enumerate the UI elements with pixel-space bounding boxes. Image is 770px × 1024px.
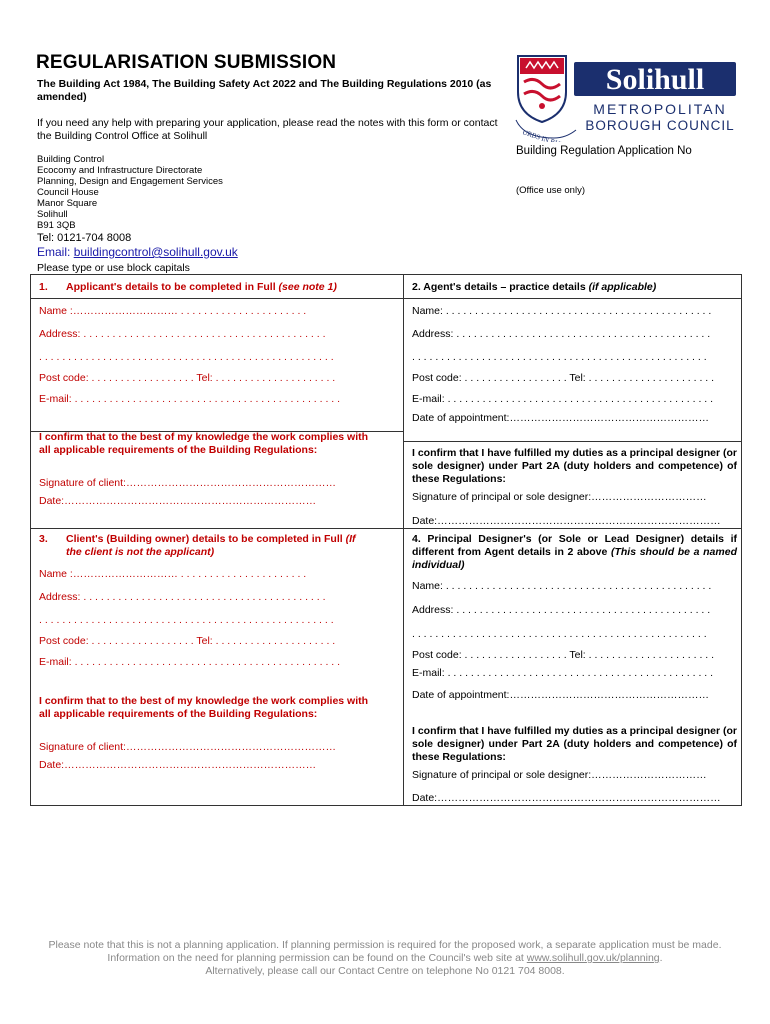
planning-link[interactable]: www.solihull.gov.uk/planning [526, 952, 660, 964]
applicant-confirmation: I confirm that to the best of my knowledge the work complies with all applicable requirements of the Building Regulations: [39, 431, 369, 456]
client-address-field[interactable]: Address: . . . . . . . . . . . . . . . . . . . . . . . . . . . . . . . . . . . . . . . . . . [39, 591, 326, 603]
designer-email-field[interactable]: E-mail: . . . . . . . . . . . . . . . . . . . . . . . . . . . . . . . . . . . . . . . . . . . . . . [412, 667, 714, 679]
applicant-address-line2-field[interactable]: . . . . . . . . . . . . . . . . . . . . . . . . . . . . . . . . . . . . . . . . . . . . . . . . . . . [39, 351, 334, 363]
applicant-signature-field[interactable]: Signature of client:…………………………………………………… [39, 477, 336, 489]
designer-address-field[interactable]: Address: . . . . . . . . . . . . . . . . . . . . . . . . . . . . . . . . . . . . . . . . . . . . [412, 604, 711, 616]
row-divider [403, 441, 741, 442]
designer-name-field[interactable]: Name: . . . . . . . . . . . . . . . . . . . . . . . . . . . . . . . . . . . . . . . . . . . . . . [412, 580, 712, 592]
client-date-field[interactable]: Date:……………………………………………………………… [39, 759, 317, 771]
applicant-date-field[interactable]: Date:……………………………………………………………… [39, 495, 317, 507]
office-telephone: Tel: 0121-704 8008 [37, 232, 132, 244]
designer-appointment-date-field[interactable]: Date of appointment:………………………………………………… [412, 689, 709, 701]
email-link[interactable]: buildingcontrol@solihull.gov.uk [73, 245, 238, 259]
designer-confirmation: I confirm that I have fulfilled my duties as a principal designer (or sole designer) under Part 2A (duty holders and competence) of these Regulations: [412, 725, 737, 763]
client-confirmation: I confirm that to the best of my knowledge the work complies with all applicable requirements of the Building Regulations: [39, 695, 369, 720]
agent-address-field[interactable]: Address: . . . . . . . . . . . . . . . . . . . . . . . . . . . . . . . . . . . . . . . . . . . . [412, 328, 711, 340]
row-divider [31, 528, 741, 529]
client-signature-field[interactable]: Signature of client:…………………………………………………… [39, 741, 336, 753]
agent-email-field[interactable]: E-mail: . . . . . . . . . . . . . . . . . . . . . . . . . . . . . . . . . . . . . . . . . . . . . . [412, 393, 714, 405]
address-line: B91 3QB [37, 220, 76, 231]
logo-line1: METROPOLITAN [593, 101, 727, 117]
address-line: Building Control [37, 154, 105, 165]
section2-heading: 2. Agent's details – practice details (if applicable) [412, 281, 657, 293]
agent-confirmation: I confirm that I have fulfilled my duties as a principal designer (or sole designer) under Part 2A (duty holders and competence) of these Regulations: [412, 447, 737, 485]
help-text: If you need any help with preparing your application, please read the notes with this form or contact the Building Control Office at Solihull [37, 117, 498, 142]
logo-line2: BOROUGH COUNCIL [585, 118, 735, 133]
logo-wordmark: Solihull [605, 63, 705, 96]
agent-date-field[interactable]: Date:……………………………………………………………………… [412, 515, 721, 527]
agent-appointment-date-field[interactable]: Date of appointment:………………………………………………… [412, 412, 709, 424]
designer-postcode-field[interactable]: Post code: . . . . . . . . . . . . . . . . . . Tel: . . . . . . . . . . . . . . . . . . . . . . [412, 649, 715, 661]
designer-date-field[interactable]: Date:……………………………………………………………………… [412, 792, 721, 804]
section1-number: 1. [39, 281, 48, 293]
planning-footer-note: Please note that this is not a planning application. If planning permission is required for the proposed work, a separate application must be made. Information on the need for planning permission can be found on the Council's web site at www.solihull.gov.uk/planning. Alternatively, please call our Contact Centre on telephone No 0121 704 8008. [48, 939, 722, 977]
address-line: Solihull [37, 209, 68, 220]
client-email-field[interactable]: E-mail: . . . . . . . . . . . . . . . . . . . . . . . . . . . . . . . . . . . . . . . . . . . . . . [39, 656, 341, 668]
column-divider [403, 275, 404, 805]
section3-heading: 3. Client's (Building owner) details to be completed in Full (If the client is not the applicant) [39, 533, 356, 558]
designer-signature-field[interactable]: Signature of principal or sole designer:…………………………… [412, 769, 707, 781]
agent-signature-field[interactable]: Signature of principal or sole designer:…………………………… [412, 491, 707, 503]
address-line: Ecocomy and Infrastructure Directorate [37, 165, 203, 176]
block-capitals-note: Please type or use block capitals [37, 262, 190, 274]
applicant-email-field[interactable]: E-mail: . . . . . . . . . . . . . . . . . . . . . . . . . . . . . . . . . . . . . . . . . . . . . . [39, 393, 341, 405]
section4-heading: 4. Principal Designer's (or Sole or Lead Designer) details if different from Agent details in 2 above (This should be a named individual) [412, 533, 737, 571]
email-label: Email: [37, 245, 74, 259]
office-address [37, 154, 223, 231]
agent-address-line2-field[interactable]: . . . . . . . . . . . . . . . . . . . . . . . . . . . . . . . . . . . . . . . . . . . . . . . . . . . [412, 351, 707, 363]
page-title: REGULARISATION SUBMISSION [36, 52, 337, 73]
address-line: Planning, Design and Engagement Services [37, 176, 223, 187]
section1-heading: 1. Applicant's details to be completed in Full (see note 1) [39, 281, 337, 293]
solihull-logo [514, 54, 740, 142]
agent-name-field[interactable]: Name: . . . . . . . . . . . . . . . . . . . . . . . . . . . . . . . . . . . . . . . . . . . . . . [412, 305, 712, 317]
application-number-label: Building Regulation Application No [516, 145, 692, 157]
applicant-name-field[interactable]: Name :………………………… . . . . . . . . . . . . . . . . . . . . . . [39, 305, 307, 317]
applicant-postcode-field[interactable]: Post code: . . . . . . . . . . . . . . . . . . Tel: . . . . . . . . . . . . . . . . . . . . . [39, 372, 336, 384]
designer-address-line2-field[interactable]: . . . . . . . . . . . . . . . . . . . . . . . . . . . . . . . . . . . . . . . . . . . . . . . . . . . [412, 628, 707, 640]
client-address-line2-field[interactable]: . . . . . . . . . . . . . . . . . . . . . . . . . . . . . . . . . . . . . . . . . . . . . . . . . . . [39, 614, 334, 626]
form-grid [30, 274, 742, 806]
address-line: Council House [37, 187, 99, 198]
legislation-subtitle: The Building Act 1984, The Building Safety Act 2022 and The Building Regulations 2010 (as amended) [37, 78, 492, 103]
address-line: Manor Square [37, 198, 98, 209]
applicant-address-field[interactable]: Address: . . . . . . . . . . . . . . . . . . . . . . . . . . . . . . . . . . . . . . . . . . [39, 328, 326, 340]
office-use-note: (Office use only) [516, 185, 585, 196]
office-email [37, 245, 238, 259]
section3-number: 3. [39, 533, 48, 545]
row-divider [31, 298, 741, 299]
client-name-field[interactable]: Name :………………………… . . . . . . . . . . . . . . . . . . . . . . [39, 568, 307, 580]
agent-postcode-field[interactable]: Post code: . . . . . . . . . . . . . . . . . . Tel: . . . . . . . . . . . . . . . . . . . . . . [412, 372, 715, 384]
logo-motto: URBS IN RURE [521, 128, 570, 142]
client-postcode-field[interactable]: Post code: . . . . . . . . . . . . . . . . . . Tel: . . . . . . . . . . . . . . . . . . . . . [39, 635, 336, 647]
